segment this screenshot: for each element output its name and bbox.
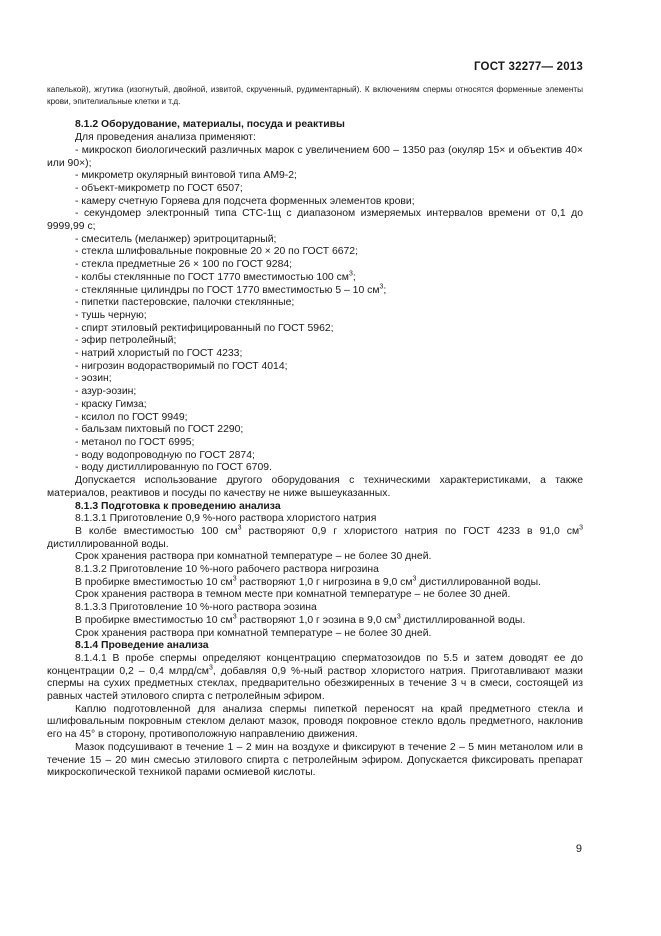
text: дистиллированной воды.	[416, 576, 541, 588]
superscript: 3	[379, 283, 384, 291]
list-item: - тушь черную;	[75, 309, 147, 321]
list-item: - стекла предметные 26 × 100 по ГОСТ 9284;	[75, 259, 293, 271]
list-item-text: - колбы стеклянные по ГОСТ 1770 вместимостью 100 см	[75, 271, 349, 283]
text: растворяют 1,0 г эозина в 9,0 см	[236, 614, 397, 626]
superscript: 3	[396, 613, 401, 621]
text: В колбе вместимостью 100 см	[75, 525, 238, 537]
paragraph: 8.1.3.3 Приготовление 10 %-ного раствора эозина	[75, 602, 317, 614]
list-item: - нигрозин водорастворимый по ГОСТ 4014;	[75, 360, 288, 372]
list-item: - ксилол по ГОСТ 9949;	[75, 411, 188, 423]
paragraph	[47, 653, 583, 704]
text: , добавляя 0,9 %-ный раствор хлористого натрия. Приготавливают мазки спермы на сухих предметных стеклах, предварительно обезжиренных в течение 3 ч в смеси, состоящей из равных частей этилового спирта с петролейным эфиром.	[47, 665, 583, 703]
list-item: - бальзам пихтовый по ГОСТ 2290;	[75, 424, 244, 436]
list-item: - микрометр окулярный винтовой типа АМ9-2;	[75, 170, 297, 182]
paragraph	[47, 526, 583, 551]
list-item: - воду водопроводную по ГОСТ 2874;	[75, 449, 255, 461]
text: В пробирке вместимостью 10 см	[75, 576, 233, 588]
intro-paragraph: капелькой), жгутика (изогнутый, двойной, извитой, скрученный, рудиментарный). К включениям спермы относятся форменные элементы крови, эпителиальные клетки и т.д.	[47, 85, 583, 107]
equipment-list	[47, 145, 583, 475]
list-item: - натрий хлористый по ГОСТ 4233;	[75, 348, 243, 360]
section-heading-8-1-3: 8.1.3 Подготовка к проведению анализа	[75, 500, 281, 512]
list-item: - смеситель (меланжер) эритроцитарный;	[75, 233, 277, 245]
page-number: 9	[575, 843, 582, 855]
list-item: - микроскоп биологический различных марок с увеличением 600 – 1350 раз (окуляр 15× и объектив 40× или 90×);	[47, 144, 583, 169]
list-item	[47, 272, 583, 285]
paragraph: Срок хранения раствора при комнатной температуре – не более 30 дней.	[75, 627, 432, 639]
list-item: - метанол по ГОСТ 6995;	[75, 436, 195, 448]
list-item: - объект-микрометр по ГОСТ 6507;	[75, 182, 243, 194]
list-item: - воду дистиллированную по ГОСТ 6709.	[75, 462, 272, 474]
paragraph	[47, 577, 583, 590]
paragraph: Каплю подготовленной для анализа спермы пипеткой переносят на край предметного стекла и шлифовальным покровным стеклом делают мазок, проводя покровное стекло вдоль предметного, наклонив его на 45° в сторону, противоположную направлению движения.	[47, 703, 583, 741]
superscript: 3	[232, 613, 237, 621]
list-item: - камеру счетную Горяева для подсчета форменных элементов крови;	[75, 195, 415, 207]
equipment-lead: Для проведения анализа применяют:	[75, 132, 256, 144]
superscript: 3	[237, 524, 242, 532]
superscript: 3	[412, 575, 417, 583]
text: дистиллированной воды.	[400, 614, 526, 626]
list-item: - эозин;	[75, 373, 112, 385]
punctuation: ;	[383, 284, 387, 296]
list-item: - секундомер электронный типа СТС-1щ с диапазоном измеряемых интервалов времени от 0,1 до 9999,99 с;	[47, 208, 583, 233]
list-item: - эфир петролейный;	[75, 335, 177, 347]
list-item	[47, 285, 583, 298]
standard-designation: ГОСТ 32277— 2013	[473, 61, 583, 73]
paragraph: Срок хранения раствора в темном месте при комнатной температуре – не более 30 дней.	[75, 589, 511, 601]
document-body	[47, 84, 583, 780]
paragraph: Срок хранения раствора при комнатной температуре – не более 30 дней.	[75, 551, 432, 563]
section-heading-8-1-4: 8.1.4 Проведение анализа	[75, 640, 209, 652]
equipment-note: Допускается использование другого оборудования с техническими характеристиками, а также материалов, реактивов и посуды по качеству не ниже вышеуказанных.	[47, 475, 583, 499]
list-item: - краску Гимза;	[75, 398, 147, 410]
text: растворяют 1,0 г нигрозина в 9,0 см	[236, 576, 413, 588]
list-item: - азур-эозин;	[75, 386, 137, 398]
superscript: 3	[208, 664, 213, 672]
paragraph: 8.1.3.2 Приготовление 10 %-ного рабочего раствора нигрозина	[75, 564, 379, 576]
paragraph: Мазок подсушивают в течение 1 – 2 мин на воздухе и фиксируют в течение 2 – 5 мин метанолом или в течение 15 – 20 мин смесью этилового спирта с петролейным эфиром. Допускается фиксировать препарат микроскопической техникой парами осмиевой кислоты.	[47, 741, 583, 779]
list-item-text: - стеклянные цилиндры по ГОСТ 1770 вместимостью 5 – 10 см	[75, 284, 380, 296]
paragraph: 8.1.3.1 Приготовление 0,9 %-ного раствора хлористого натрия	[75, 513, 377, 525]
paragraph	[47, 615, 583, 628]
list-item: - пипетки пастеровские, палочки стеклянные;	[75, 297, 295, 309]
punctuation: ;	[352, 271, 356, 283]
superscript: 3	[232, 575, 237, 583]
list-item: - спирт этиловый ректифицированный по ГОСТ 5962;	[75, 322, 334, 334]
superscript: 3	[579, 524, 583, 532]
superscript: 3	[348, 270, 353, 278]
text: растворяют 0,9 г хлористого натрия по ГОСТ 4233 в 91,0 см	[241, 525, 580, 537]
text: дистиллированной воды.	[47, 538, 169, 550]
text: 8.1.4.1 В пробе спермы определяют концентрацию сперматозоидов по 5.5 и затем доводят ее до концентрации 0,2 – 0,4 млрд/см	[47, 652, 583, 677]
text: В пробирке вместимостью 10 см	[75, 614, 233, 626]
list-item: - стекла шлифовальные покровные 20 × 20 по ГОСТ 6672;	[75, 246, 358, 258]
section-heading-8-1-2: 8.1.2 Оборудование, материалы, посуда и реактивы	[75, 119, 345, 131]
